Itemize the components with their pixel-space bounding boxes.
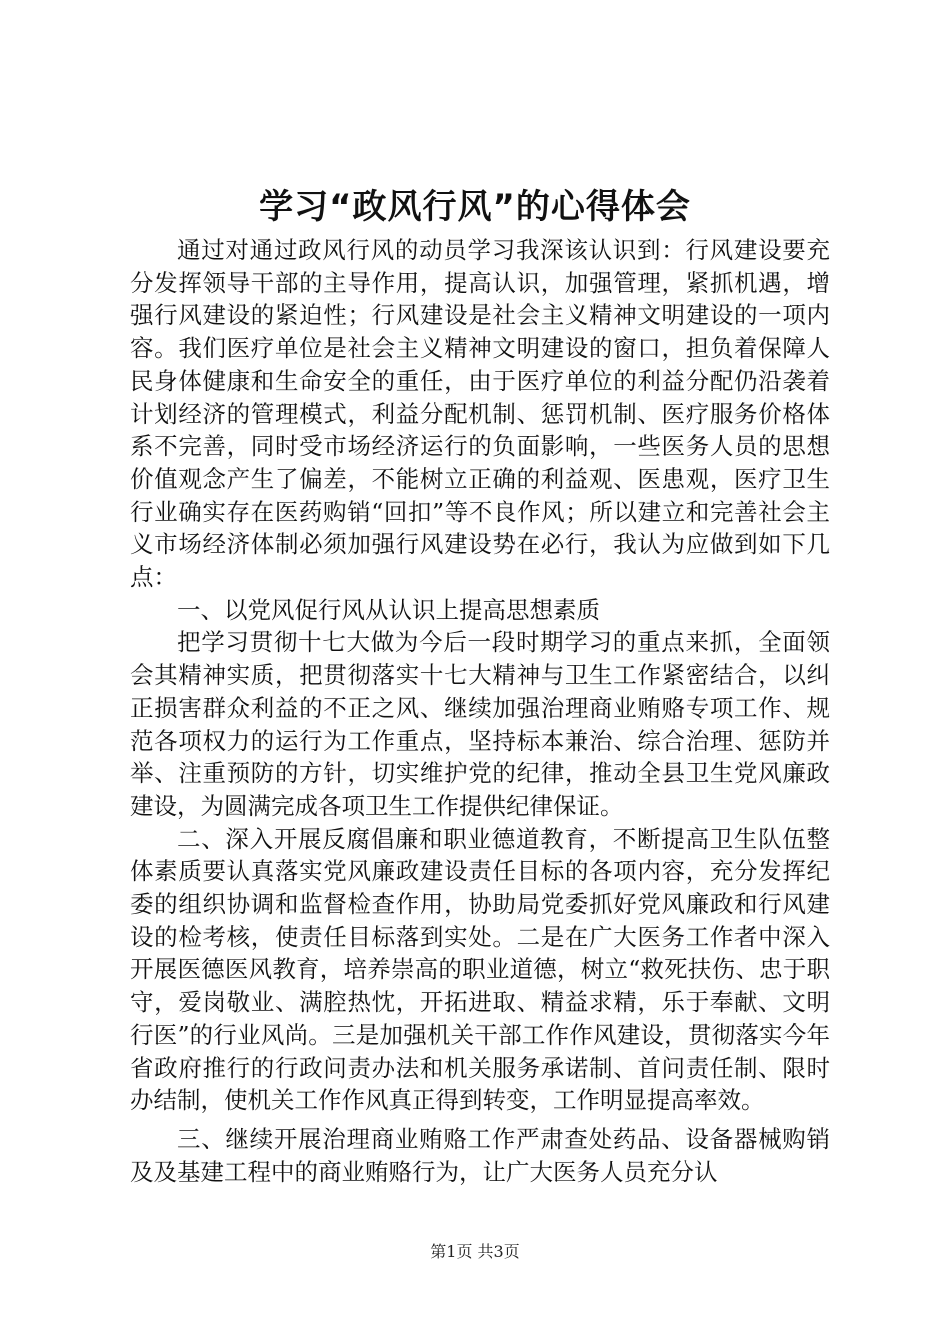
section-1-paragraph: 把学习贯彻十七大做为今后一段时期学习的重点来抓，全面领会其精神实质，把贯彻落实十七大精神与卫生工作紧密结合，以纠正损害群众利益的不正之风、继续加强治理商业贿赂专项工作、规范各项权力的运行为工作重点，坚持标本兼治、综合治理、惩防并举、注重预防的方针，切实维护党的纪律，推动全县卫生党风廉政建设，为圆满完成各项卫生工作提供纪律保证。 xyxy=(130,628,830,820)
document-body xyxy=(130,234,830,1188)
page-number-footer: 第1页 共3页 xyxy=(430,1242,520,1261)
section-heading-1: 一、以党风促行风从认识上提高思想素质 xyxy=(177,595,600,624)
section-3-paragraph: 三、继续开展治理商业贿赂工作严肃查处药品、设备器械购销及及基建工程中的商业贿赂行为，让广大医务人员充分认 xyxy=(130,1124,830,1186)
section-2-paragraph: 二、深入开展反腐倡廉和职业德道教育，不断提高卫生队伍整体素质要认真落实党风廉政建设责任目标的各项内容，充分发挥纪委的组织协调和监督检查作用，协助局党委抓好党风廉政和行风建设的检考核，使责任目标落到实处。二是在广大医务工作者中深入开展医德医风教育，培养崇高的职业道德，树立“救死扶伤、忠于职守，爱岗敬业、满腔热忱，开拓进取、精益求精，乐于奉献、文明行医”的行业风尚。三是加强机关干部工作作风建设，贯彻落实今年省政府推行的行政问责办法和机关服务承诺制、首问责任制、限时办结制，使机关工作作风真正得到转变，工作明显提高率效。 xyxy=(130,824,830,1115)
document-title: 学习“政风行风”的心得体会 xyxy=(259,187,691,227)
intro-paragraph: 通过对通过政风行风的动员学习我深该认识到：行风建设要充分发挥领导干部的主导作用，提高认识，加强管理，紧抓机遇，增强行风建设的紧迫性；行风建设是社会主义精神文明建设的一项内容。我们医疗单位是社会主义精神文明建设的窗口，担负着保障人民身体健康和生命安全的重任，由于医疗单位的利益分配仍沿袭着计划经济的管理模式，利益分配机制、惩罚机制、医疗服务价格体系不完善，同时受市场经济运行的负面影响，一些医务人员的思想价值观念产生了偏差，不能树立正确的利益观、医患观，医疗卫生行业确实存在医药购销“回扣”等不良作风；所以建立和完善社会主义市场经济体制必须加强行风建设势在必行，我认为应做到如下几点： xyxy=(130,236,830,592)
